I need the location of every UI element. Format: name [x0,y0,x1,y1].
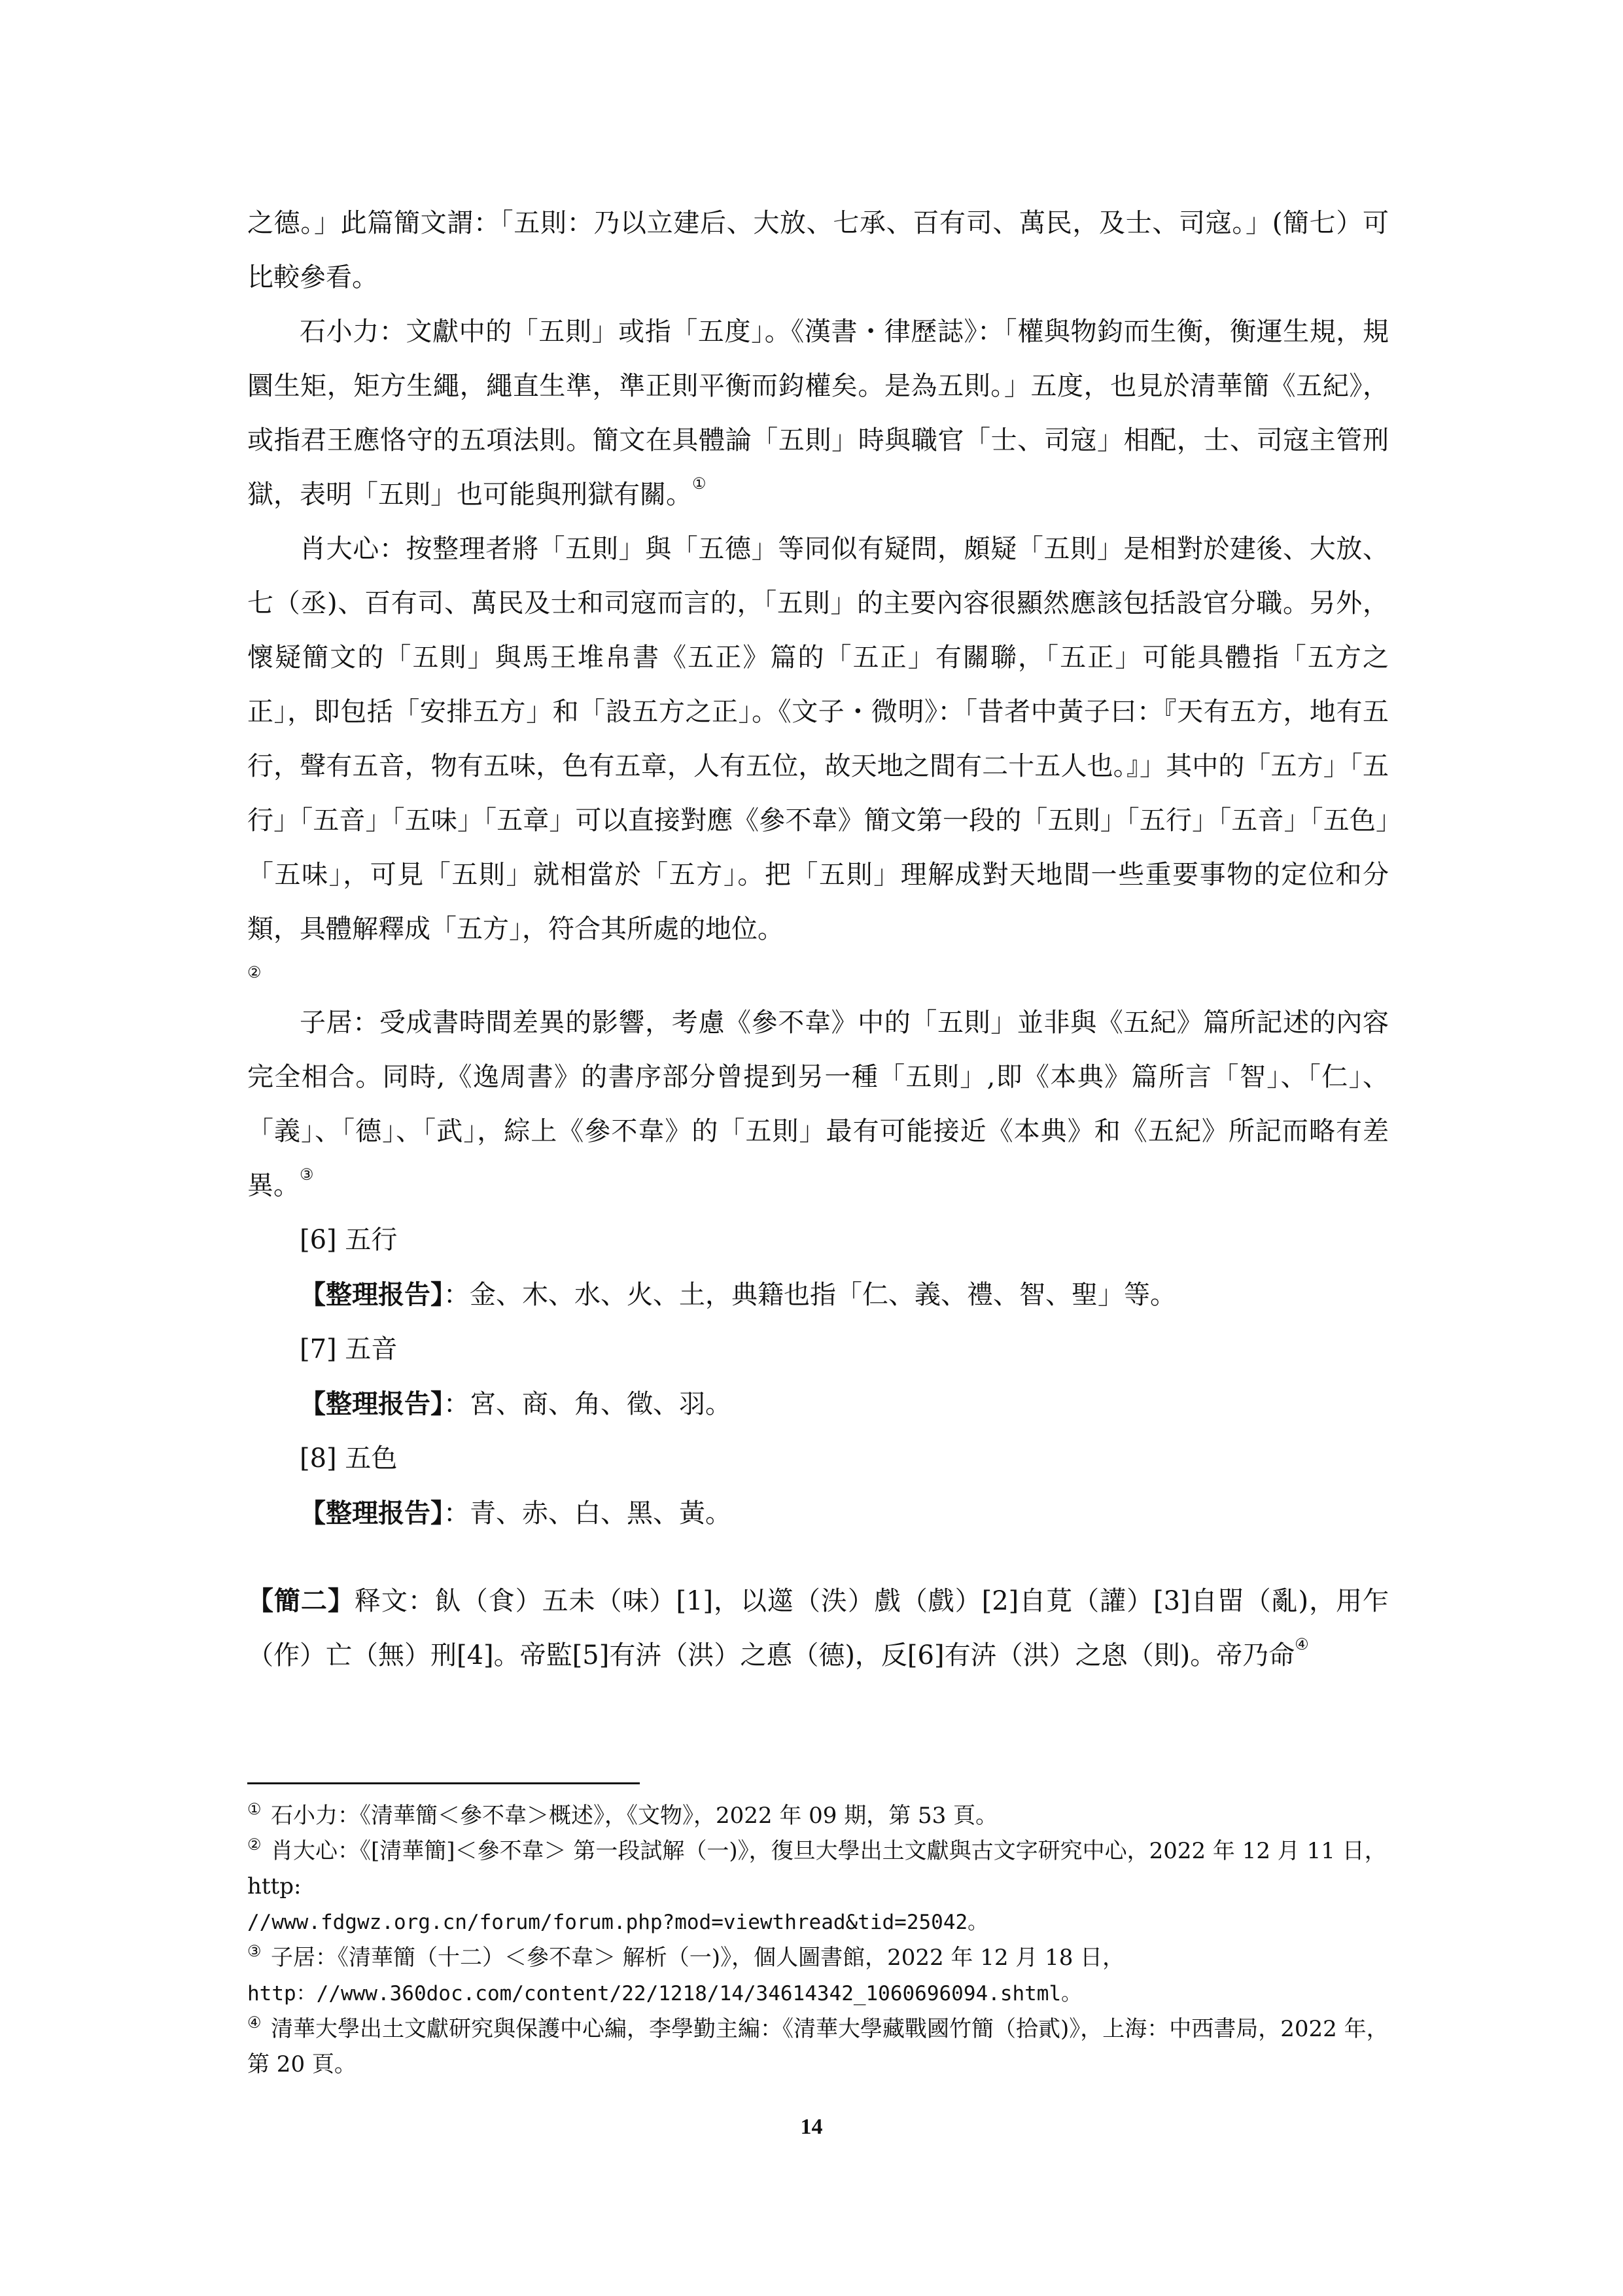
report-tag: 【整理报告】 [300,1388,444,1419]
jian-text: 释文：飤（食）五未（味）[1]，以遾（泆）戲（戲）[2]自莧（讙）[3]自㽞（亂)，用乍（作）亡（無）刑[4]。帝監[5]有泋（洪）之悳（德)，反[6]有泋（洪）之恖（則)。帝乃命 [247,1586,1389,1670]
footnote-1 [247,1798,1389,1833]
note-7-report [247,1377,1389,1432]
footnote-url[interactable]: http：//www.360doc.com/content/22/1218/14/34614342_1060696094.shtml。 [247,1982,1082,2005]
paragraph-jian-er [247,1574,1389,1683]
main-text [247,196,1389,1683]
report-tag: 【整理报告】 [300,1279,444,1310]
footnote-2-url [247,1904,1389,1940]
paragraph-text: 子居：受成書時間差異的影響，考慮《參不韋》中的「五則」並非與《五紀》篇所記述的內容完全相合。同時,《逸周書》的書序部分曾提到另一種「五則」,即《本典》篇所言「智」、「仁」、「義」、「德」、「武」，綜上《參不韋》的「五則」最有可能接近《本典》和《五紀》所記而略有差異。 [247,1008,1389,1201]
footnote-ref-2[interactable]: ② [247,963,262,981]
note-7-label: [7] 五音 [300,1334,398,1364]
note-8-label: [8] 五色 [300,1443,398,1474]
footnote-divider [247,1782,640,1784]
footnote-text: 石小力：《清華簡＜參不韋＞概述》，《文物》，2022 年 09 期，第 53 頁。 [271,1803,998,1829]
report-text: ：金、木、水、火、土，典籍也指「仁、義、禮、智、聖」等。 [444,1280,1176,1310]
footnote-text: 肖大心：《[清華簡]＜參不韋＞ 第一段試解（一)》，復旦大學出土文獻與古文字研究中心，2022 年 12 月 11 日，http: [247,1838,1387,1899]
note-6-label: [6] 五行 [300,1225,398,1255]
note-8-report [247,1486,1389,1541]
report-tag: 【整理报告】 [300,1498,444,1528]
footnote-text: 清華大學出土文獻研究與保護中心編，李學勤主編：《清華大學藏戰國竹簡（拾貳)》，上海：中西書局，2022 年，第 20 頁。 [247,2016,1389,2077]
footnote-ref-3[interactable]: ③ [300,1165,314,1184]
footnote-3 [247,1940,1389,1975]
page-number: 14 [800,2115,823,2139]
report-text: ：青、赤、白、黑、黃。 [444,1498,731,1528]
footnote-text: 子居：《清華簡（十二）＜參不韋＞ 解析（一)》，個人圖書館，2022 年 12 月 18 日， [271,1945,1125,1971]
paragraph-zi-ju [247,996,1389,1213]
footnote-mark: ④ [247,2013,262,2032]
report-text: ：宮、商、角、徵、羽。 [444,1389,731,1419]
paragraph-text: 石小力：文獻中的「五則」或指「五度」。《漢書・律歷誌》：「權與物鈞而生衡，衡運生規，規圜生矩，矩方生繩，繩直生準，準正則平衡而鈞權矣。是為五則。」五度，也見於清華簡《五紀》，或指君王應恪守的五項法則。簡文在具體論「五則」時與職官「士、司寇」相配，士、司寇主管刑獄，表明「五則」也可能與刑獄有關。 [247,317,1389,510]
paragraph-xiao-daxin [247,522,1389,957]
footnote-mark: ② [247,1835,262,1854]
footnote-mark: ① [247,1800,262,1818]
footnote-mark: ③ [247,1942,262,1960]
footnote-2 [247,1833,1389,1904]
footnotes [247,1798,1389,2082]
spacer [247,1541,1389,1574]
footnote-ref-1[interactable]: ① [692,474,707,493]
footnote-4 [247,2011,1389,2082]
paragraph-continuation [247,196,1389,305]
footnote-3-url [247,1975,1389,2011]
footnote-ref-line [247,957,1389,996]
paragraph-text: 之德。」此篇簡文謂：「五則：乃以立建后、大放、七承、百有司、萬民，及士、司寇。」(簡七）可比較參看。 [247,208,1389,292]
jian-tag: 【簡二】 [247,1585,355,1616]
paragraph-text: 肖大心：按整理者將「五則」與「五德」等同似有疑問，頗疑「五則」是相對於建後、大放、七（丞)、百有司、萬民及士和司寇而言的，「五則」的主要內容很顯然應該包括設官分職。另外，懷疑簡文的「五則」與馬王堆帛書《五正》篇的「五正」有關聯，「五正」可能具體指「五方之正」，即包括「安排五方」和「設五方之正」。《文子・微明》：「昔者中黃子曰：『天有五方，地有五行，聲有五音，物有五味，色有五章，人有五位，故天地之間有二十五人也。』」其中的「五方」「五行」「五音」「五味」「五章」可以直接對應《參不韋》簡文第一段的「五則」「五行」「五音」「五色」「五味」，可見「五則」就相當於「五方」。把「五則」理解成對天地間一些重要事物的定位和分類，具體解釋成「五方」，符合其所處的地位。 [247,534,1389,944]
footnote-ref-4[interactable]: ④ [1295,1635,1309,1653]
paragraph-shi-xiaoli [247,305,1389,522]
footnote-url[interactable]: //www.fdgwz.org.cn/forum/forum.php?mod=viewthread&tid=25042。 [247,1911,988,1934]
note-6-report [247,1267,1389,1322]
